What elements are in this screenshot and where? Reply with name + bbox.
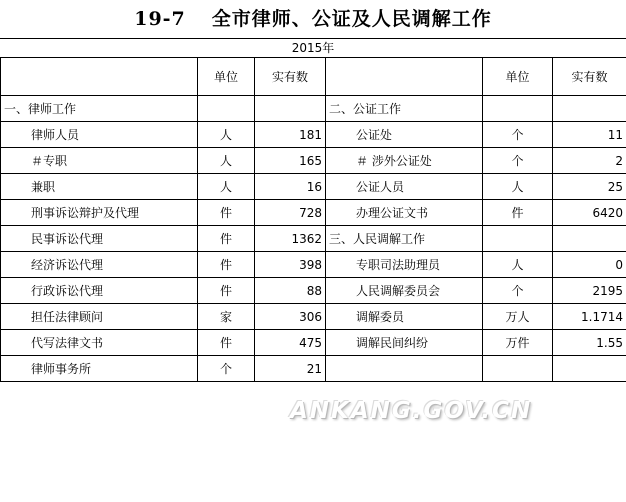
right-item-label: 公证人员 <box>326 174 483 200</box>
left-item-unit: 人 <box>198 148 255 174</box>
left-item-unit: 家 <box>198 304 255 330</box>
right-item-label: 二、公证工作 <box>326 96 483 122</box>
table-number: 19-7 <box>134 8 186 30</box>
left-item-unit: 件 <box>198 200 255 226</box>
header-unit-left: 单位 <box>198 58 255 96</box>
right-item-value: 1.1714 <box>553 304 626 330</box>
table-row <box>1 278 626 304</box>
year-label: 2015年 <box>291 41 335 55</box>
left-item-label: 担任法律顾问 <box>1 304 198 330</box>
table-row <box>1 96 626 122</box>
right-item-unit: 个 <box>483 122 553 148</box>
watermark-logo: ANKANG.GOV.CN <box>290 398 533 424</box>
right-item-value <box>553 96 626 122</box>
left-item-value: 475 <box>255 330 326 356</box>
right-item-value: 2 <box>553 148 626 174</box>
table-row <box>1 200 626 226</box>
left-item-unit: 件 <box>198 330 255 356</box>
left-item-label: 律师人员 <box>1 122 198 148</box>
table-row <box>1 304 626 330</box>
left-item-label: ＃专职 <box>1 148 198 174</box>
right-item-value: 25 <box>553 174 626 200</box>
left-item-unit: 个 <box>198 356 255 382</box>
left-item-value: 21 <box>255 356 326 382</box>
left-item-label: 一、律师工作 <box>1 96 198 122</box>
header-item-left <box>1 58 198 96</box>
table-title-text: 全市律师、公证及人民调解工作 <box>211 8 492 30</box>
right-item-label <box>326 356 483 382</box>
left-item-value: 306 <box>255 304 326 330</box>
left-item-label: 兼职 <box>1 174 198 200</box>
left-item-unit: 人 <box>198 174 255 200</box>
right-item-value: 11 <box>553 122 626 148</box>
left-item-unit: 件 <box>198 226 255 252</box>
right-item-unit <box>483 356 553 382</box>
right-item-label: 专职司法助理员 <box>326 252 483 278</box>
left-item-value: 88 <box>255 278 326 304</box>
data-table <box>0 57 626 382</box>
right-item-unit: 件 <box>483 200 553 226</box>
header-unit-right: 单位 <box>483 58 553 96</box>
left-item-value: 181 <box>255 122 326 148</box>
left-item-value: 398 <box>255 252 326 278</box>
right-item-label: 调解委员 <box>326 304 483 330</box>
right-item-unit <box>483 226 553 252</box>
left-item-label: 刑事诉讼辩护及代理 <box>1 200 198 226</box>
right-item-value <box>553 356 626 382</box>
table-row <box>1 330 626 356</box>
left-item-label: 民事诉讼代理 <box>1 226 198 252</box>
left-item-unit: 件 <box>198 252 255 278</box>
right-item-unit: 个 <box>483 148 553 174</box>
right-item-label: ＃ 涉外公证处 <box>326 148 483 174</box>
right-item-unit: 万件 <box>483 330 553 356</box>
right-item-label: 办理公证文书 <box>326 200 483 226</box>
left-item-value: 165 <box>255 148 326 174</box>
right-item-value: 1.55 <box>553 330 626 356</box>
right-item-unit <box>483 96 553 122</box>
left-item-value: 16 <box>255 174 326 200</box>
left-item-label: 律师事务所 <box>1 356 198 382</box>
table-row <box>1 148 626 174</box>
right-item-label: 调解民间纠纷 <box>326 330 483 356</box>
right-item-value: 6420 <box>553 200 626 226</box>
right-item-label: 公证处 <box>326 122 483 148</box>
right-item-unit: 万人 <box>483 304 553 330</box>
right-item-value: 0 <box>553 252 626 278</box>
header-row <box>1 58 626 96</box>
left-item-label: 经济诉讼代理 <box>1 252 198 278</box>
right-item-unit: 人 <box>483 252 553 278</box>
table-row <box>1 356 626 382</box>
left-item-label: 代写法律文书 <box>1 330 198 356</box>
table-title <box>0 0 626 39</box>
header-item-right <box>326 58 483 96</box>
left-item-value <box>255 96 326 122</box>
left-item-value: 728 <box>255 200 326 226</box>
right-item-value <box>553 226 626 252</box>
header-count-right: 实有数 <box>553 58 626 96</box>
right-item-value: 2195 <box>553 278 626 304</box>
table-row <box>1 226 626 252</box>
left-item-unit: 件 <box>198 278 255 304</box>
right-item-unit: 人 <box>483 174 553 200</box>
header-count-left: 实有数 <box>255 58 326 96</box>
right-item-label: 三、人民调解工作 <box>326 226 483 252</box>
right-item-unit: 个 <box>483 278 553 304</box>
left-item-unit <box>198 96 255 122</box>
table-row <box>1 174 626 200</box>
right-item-label: 人民调解委员会 <box>326 278 483 304</box>
table-row <box>1 122 626 148</box>
left-item-label: 行政诉讼代理 <box>1 278 198 304</box>
left-item-value: 1362 <box>255 226 326 252</box>
left-item-unit: 人 <box>198 122 255 148</box>
table-row <box>1 252 626 278</box>
